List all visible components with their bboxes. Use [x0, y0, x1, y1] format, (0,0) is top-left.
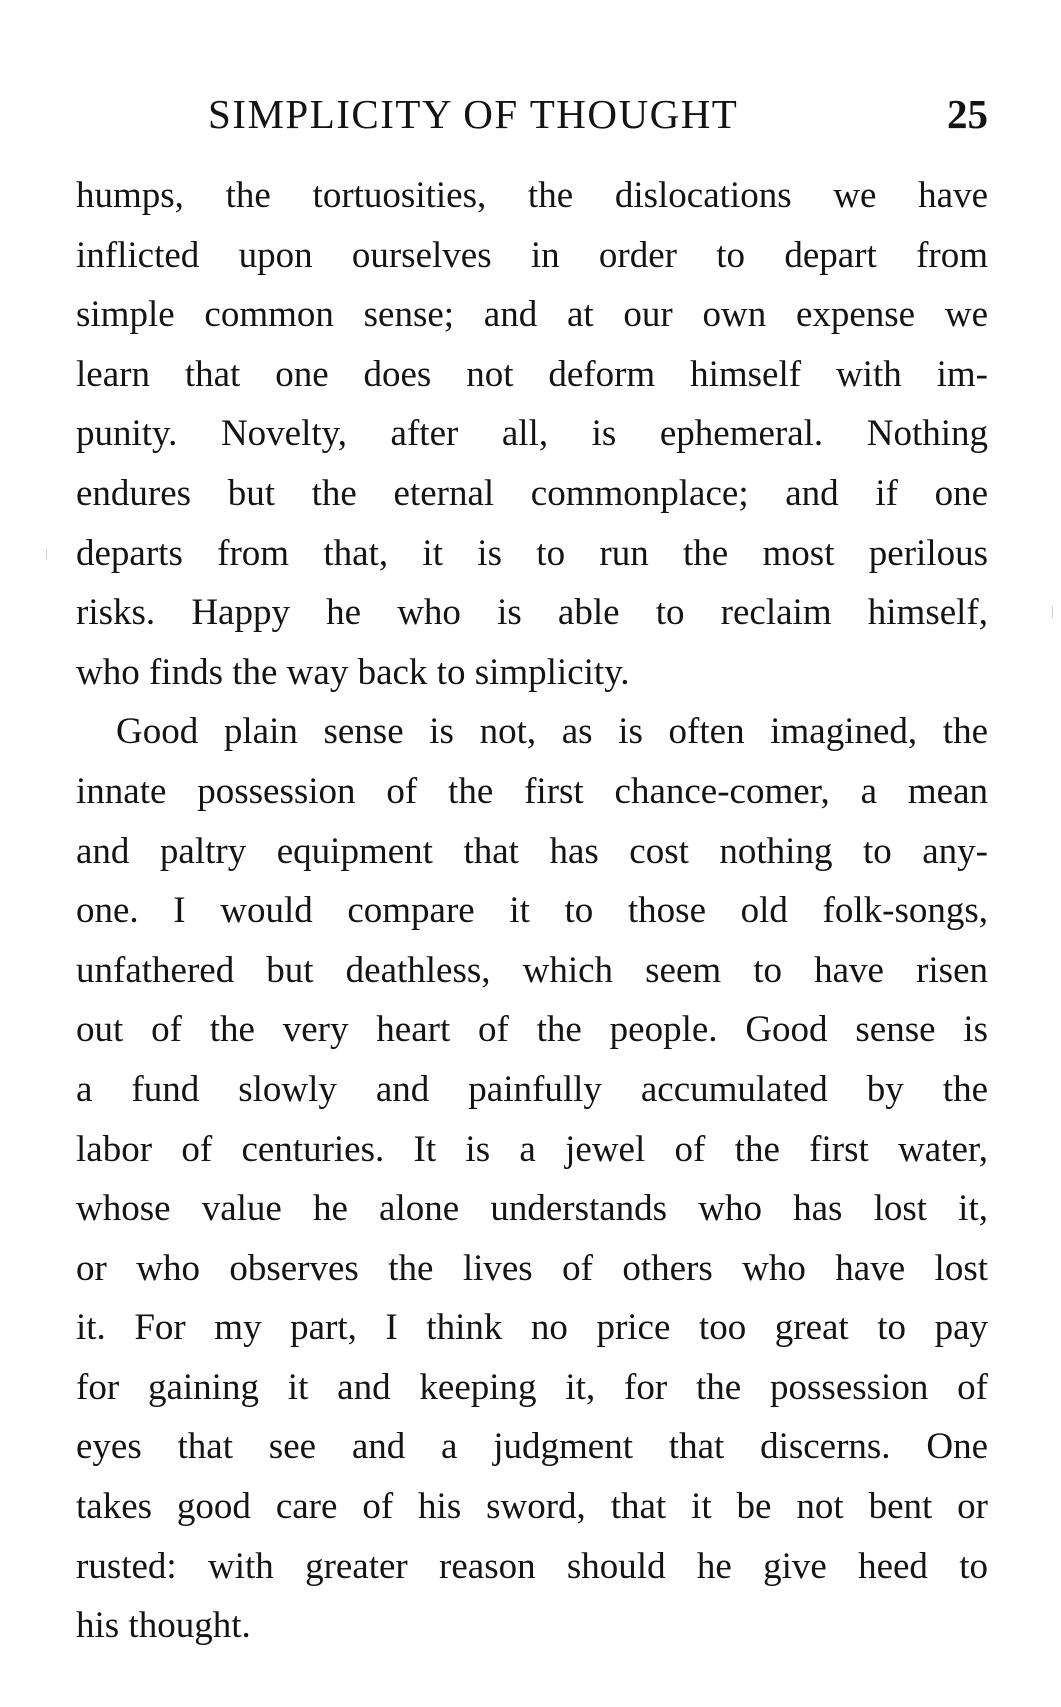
- text-line: humps, the tortuosities, the dislocations we have: [76, 175, 988, 216]
- text-line: simple common sense; and at our own expense we: [76, 294, 988, 336]
- running-head: [208, 88, 988, 140]
- text-line: inflicted upon ourselves in order to depart from: [76, 234, 988, 276]
- text-line: a fund slowly and painfully accumulated by the: [76, 1068, 988, 1110]
- text-line: learn that one does not deform himself with im-: [76, 353, 988, 395]
- text-line: or who observes the lives of others who have lost: [76, 1247, 988, 1289]
- text-line: who finds the way back to simplicity.: [76, 651, 630, 693]
- text-line: whose value he alone understands who has lost it,: [76, 1188, 988, 1230]
- text-line: out of the very heart of the people. Good sense is: [76, 1009, 988, 1051]
- text-line: endures but the eternal commonplace; and if one: [76, 472, 988, 514]
- paragraph-2: [76, 702, 988, 1656]
- text-line: for gaining it and keeping it, for the possession of: [76, 1366, 988, 1408]
- running-title: SIMPLICITY OF THOUGHT: [208, 91, 739, 137]
- text-line: departs from that, it is to run the most perilous: [76, 532, 988, 574]
- text-line: innate possession of the first chance-comer, a mean: [76, 770, 988, 812]
- paragraph-1: [76, 166, 988, 702]
- text-line: unfathered but deathless, which seem to have risen: [76, 949, 988, 991]
- text-line: and paltry equipment that has cost nothing to any-: [76, 830, 988, 872]
- text-line: takes good care of his sword, that it be not bent or: [76, 1486, 988, 1528]
- text-line: rusted: with greater reason should he give heed to: [76, 1545, 988, 1587]
- text-line: punity. Novelty, after all, is ephemeral. Nothing: [76, 413, 988, 455]
- margin-speck: [1052, 606, 1053, 618]
- text-line: eyes that see and a judgment that discerns. One: [76, 1426, 988, 1468]
- margin-speck: [46, 550, 47, 560]
- page-number: 25: [947, 91, 988, 137]
- text-line: it. For my part, I think no price too great to pay: [76, 1307, 988, 1349]
- text-line: labor of centuries. It is a jewel of the first water,: [76, 1128, 988, 1170]
- text-line: one. I would compare it to those old folk-songs,: [76, 890, 988, 932]
- text-line: Good plain sense is not, as is often imagined, the: [116, 711, 988, 753]
- body-text: [76, 166, 988, 1656]
- text-line: his thought.: [76, 1605, 251, 1647]
- text-line: risks. Happy he who is able to reclaim himself,: [76, 592, 988, 634]
